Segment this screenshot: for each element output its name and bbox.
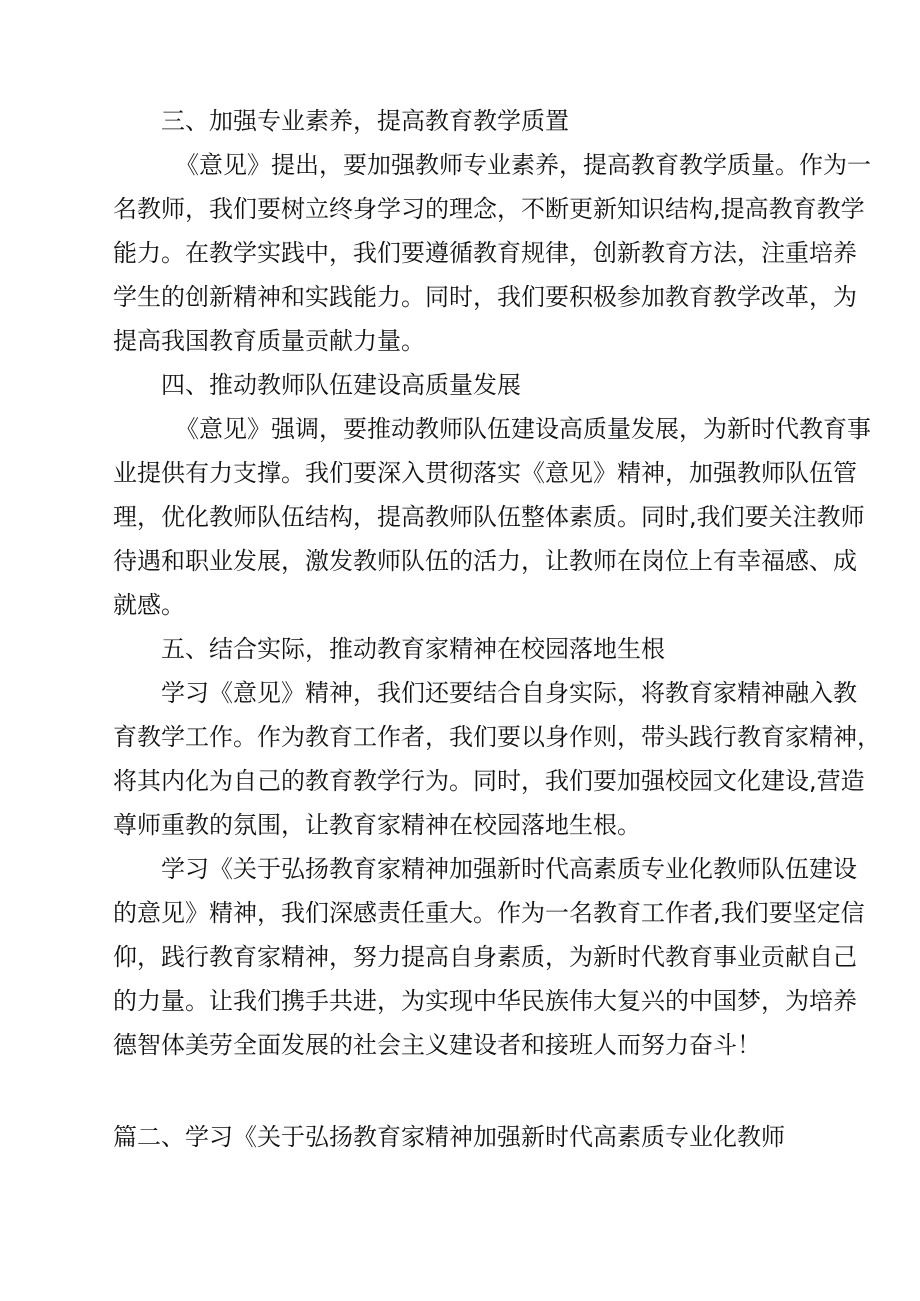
paragraph-line: 就感。: [113, 591, 185, 619]
paragraph-line: 《意见》强调，要推动教师队伍建设高质量发展，为新时代教育事: [175, 415, 871, 443]
paragraph-line: 《意见》提出，要加强教师专业素养，提高教育教学质量。作为一: [175, 151, 871, 179]
paragraph-line: 仰，践行教育家精神，努力提高自身素质，为新时代教育事业贡献自己: [113, 943, 857, 971]
paragraph-line: 德智体美劳全面发展的社会主义建设者和接班人而努力奋斗！: [113, 1031, 761, 1059]
paragraph-line: 学习《意见》精神，我们还要结合自身实际，将教育家精神融入教: [161, 679, 857, 707]
paragraph-line: 尊师重教的氛围，让教育家精神在校园落地生根。: [113, 811, 641, 839]
paragraph-line: 名教师，我们要树立终身学习的理念，不断更新知识结构,提高教育教学: [113, 195, 865, 223]
paragraph-line: 的意见》精神，我们深感责任重大。作为一名教育工作者,我们要坚定信: [113, 899, 865, 927]
chapter-heading: 篇二、学习《关于弘扬教育家精神加强新时代高素质专业化教师: [113, 1123, 785, 1151]
paragraph-line: 业提供有力支撑。我们要深入贯彻落实《意见》精神，加强教师队伍管: [113, 459, 857, 487]
paragraph-line: 理，优化教师队伍结构，提高教师队伍整体素质。同时,我们要关注教师: [113, 503, 865, 531]
paragraph-line: 育教学工作。作为教育工作者，我们要以身作则，带头践行教育家精神，: [113, 723, 881, 751]
paragraph-line: 提高我国教育质量贡献力量。: [113, 327, 425, 355]
section-heading-3: 三、加强专业素养，提高教育教学质置: [161, 107, 569, 135]
paragraph-line: 将其内化为自己的教育教学行为。同时，我们要加强校园文化建设,营造: [113, 767, 865, 795]
paragraph-line: 待遇和职业发展，激发教师队伍的活力，让教师在岗位上有幸福感、成: [113, 547, 857, 575]
paragraph-line: 能力。在教学实践中，我们要遵循教育规律，创新教育方法，注重培养: [113, 239, 857, 267]
section-heading-4: 四、推动教师队伍建设高质量发展: [161, 371, 521, 399]
paragraph-line: 学生的创新精神和实践能力。同时，我们要积极参加教育教学改革，为: [113, 283, 857, 311]
section-heading-5: 五、结合实际，推动教育家精神在校园落地生根: [161, 635, 665, 663]
paragraph-line: 学习《关于弘扬教育家精神加强新时代高素质专业化教师队伍建设: [161, 855, 857, 883]
paragraph-line: 的力量。让我们携手共进，为实现中华民族伟大复兴的中国梦，为培养: [113, 987, 857, 1015]
